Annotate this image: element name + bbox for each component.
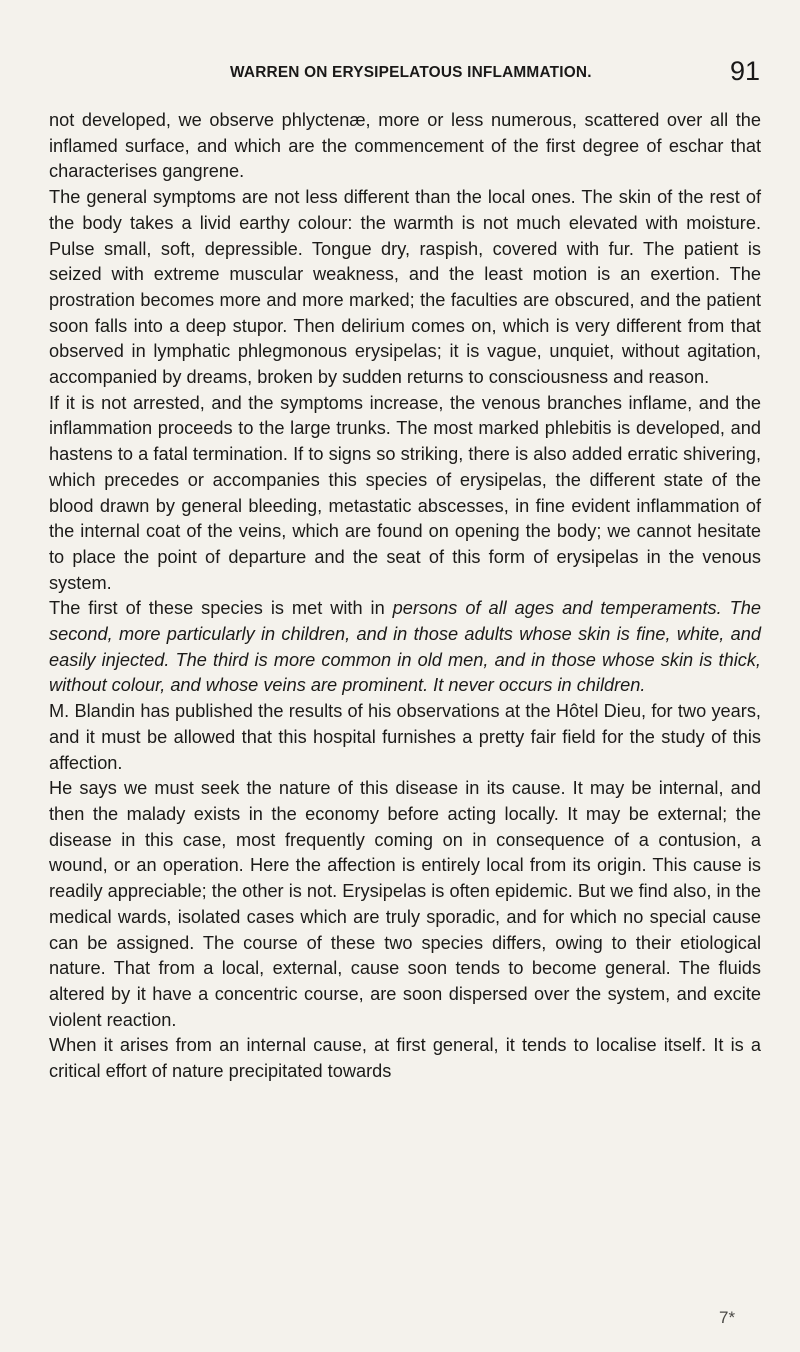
paragraph-continuation: not developed, we observe phlyctenæ, more or less numerous, scattered over all the inflamed surface, and which are the commencement of the first degree of eschar that characterises gangrene. (49, 110, 761, 182)
paragraph-blandin: M. Blandin has published the results of his observations at the Hôtel Dieu, for two years, and it must be allowed that this hospital furnishes a pretty fair field for the study of this affection. (49, 701, 761, 773)
paragraph-general-symptoms: The general symptoms are not less different than the local ones. The skin of the rest of the body takes a livid earthy colour: the warmth is not much elevated with moisture. Pulse small, soft, depressible. Tongue dry, raspish, covered with fur. The patient is seized with extreme muscular weakness, and the least motion is an exertion. The prostration becomes more and more marked; the faculties are obscured, and the patient soon falls into a deep stupor. Then delirium comes on, which is very different from that observed in lymphatic phlegmonous erysipelas; it is vague, unquiet, without agitation, accompanied by dreams, broken by sudden returns to consciousness and reason. (49, 187, 761, 388)
paragraph-cause: He says we must seek the nature of this disease in its cause. It may be internal, and then the malady exists in the economy before acting locally. It may be external; the disease in this case, most frequently coming on in consequence of a contusion, a wound, or an operation. Here the affection is entirely local from its origin. This cause is readily appreciable; the other is not. Erysipelas is often epidemic. But we find also, in the medical wards, isolated cases which are truly sporadic, and for which no special cause can be assigned. The course of these two species differs, owing to their etiological nature. That from a local, external, cause soon tends to become general. The fluids altered by it have a concentric course, are soon dispersed over the system, and excite violent reaction. (49, 778, 761, 1030)
body-text (49, 108, 761, 1085)
running-head (230, 52, 760, 92)
page-number: 91 (729, 56, 760, 86)
paragraph-species (49, 596, 761, 699)
species-italic: persons of all ages and temperaments. The second, more particularly in children, and in those adults whose skin is fine, white, and easily injected. The third is more common in old men, and in those whose skin is thick, without colour, and whose veins are prominent. It never occurs in children. (49, 598, 761, 696)
species-lead: The first of these species is met with in (49, 598, 393, 619)
signature-mark: 7* (719, 1308, 736, 1327)
paragraph-phlebitis: If it is not arrested, and the symptoms increase, the venous branches inflame, and the inflammation proceeds to the large trunks. The most marked phlebitis is developed, and hastens to a fatal termination. If to signs so striking, there is also added erratic shivering, which precedes or accompanies this species of erysipelas, the different state of the blood drawn by general bleeding, metastatic abscesses, in fine evident inflammation of the internal coat of the veins, which are found on opening the body; we cannot hesitate to place the point of departure and the seat of this form of erysipelas in the venous system. (49, 392, 761, 593)
running-title: WARREN ON ERYSIPELATOUS INFLAMMATION. (230, 64, 592, 81)
paragraph-internal-cause: When it arises from an internal cause, at first general, it tends to localise itself. It is a critical effort of nature precipitated towards (49, 1035, 761, 1082)
